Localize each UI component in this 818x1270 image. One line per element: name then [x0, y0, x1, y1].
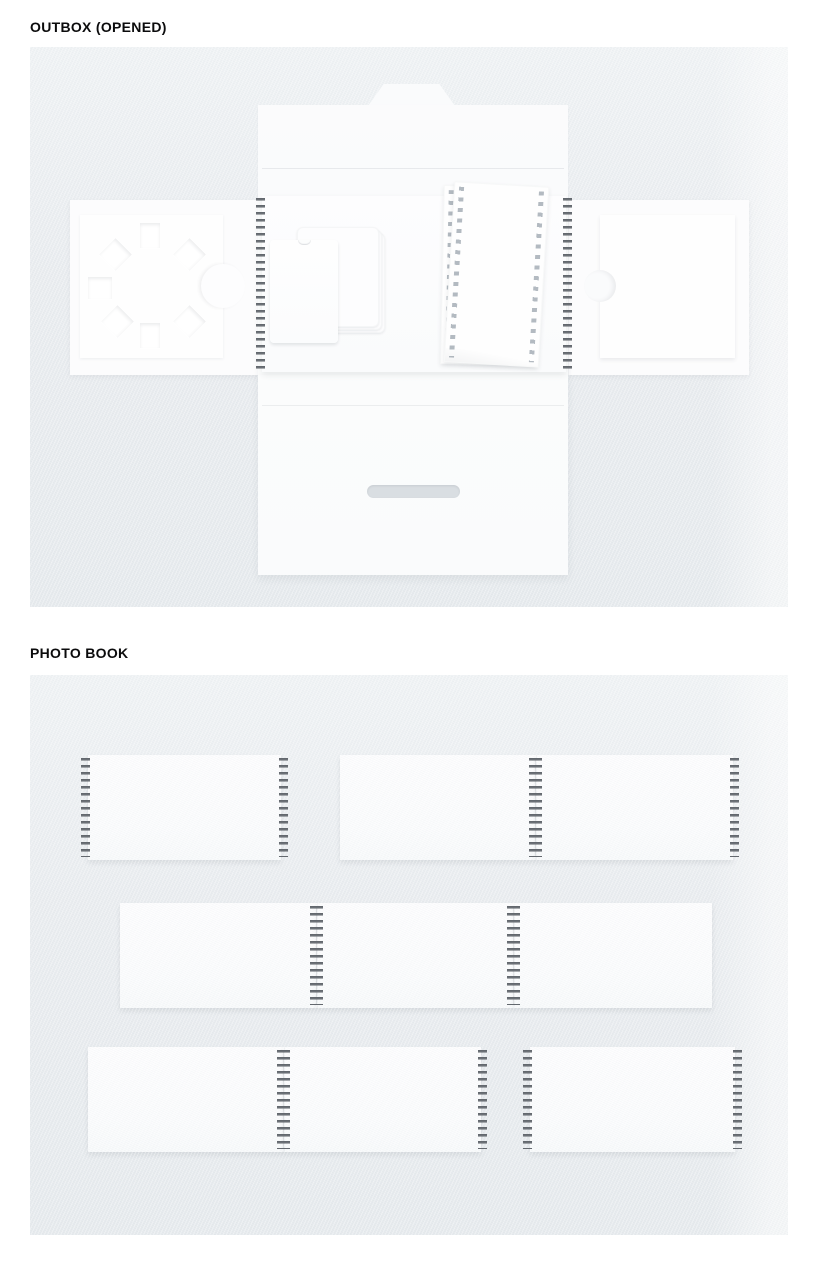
wire-coil — [478, 1050, 487, 1149]
book-page — [88, 755, 281, 860]
photo-book — [340, 755, 733, 860]
section-title-photobook: PHOTO BOOK — [30, 645, 129, 661]
spiral-book — [262, 196, 566, 372]
die-cut-square — [140, 223, 160, 248]
die-cut-diamond — [173, 238, 206, 271]
photo-book — [530, 1047, 735, 1152]
photobook-panel — [30, 675, 788, 1235]
photo-book — [120, 903, 712, 1008]
photo-book — [88, 1047, 481, 1152]
book-page — [515, 903, 712, 1008]
wire-coil — [256, 198, 265, 370]
photo-book — [88, 755, 281, 860]
book-page — [536, 755, 733, 860]
book-page — [88, 1047, 284, 1152]
die-cut-diamond — [173, 305, 206, 338]
die-cut-diamond — [101, 305, 134, 338]
wire-coil — [523, 1050, 532, 1149]
wire-coil — [277, 1050, 290, 1149]
book-page — [340, 755, 536, 860]
book-page — [317, 903, 515, 1008]
die-cut-diamond — [99, 238, 132, 271]
thumb-notch — [584, 270, 616, 302]
wire-coil — [730, 758, 739, 857]
box-tuck-tab — [368, 84, 455, 106]
box-bottom-panel — [258, 375, 568, 575]
wire-coil — [563, 198, 572, 370]
tag-card — [270, 240, 338, 343]
wire-coil — [733, 1050, 742, 1149]
book-page — [530, 1047, 735, 1152]
outbox-panel — [30, 47, 788, 607]
pocket-card — [600, 215, 735, 358]
film-strip-front — [444, 181, 550, 367]
die-cut-insert-panel — [80, 215, 223, 358]
die-cut-square — [88, 277, 112, 299]
wire-coil — [81, 758, 90, 857]
wire-coil — [279, 758, 288, 857]
die-cut-square — [140, 323, 160, 348]
half-moon-tab — [201, 264, 245, 308]
wire-coil — [507, 906, 520, 1005]
section-title-outbox: OUTBOX (OPENED) — [30, 19, 167, 35]
book-page — [284, 1047, 481, 1152]
book-page — [120, 903, 317, 1008]
wire-coil — [310, 906, 323, 1005]
wire-coil — [529, 758, 542, 857]
thumb-slot — [367, 485, 460, 498]
